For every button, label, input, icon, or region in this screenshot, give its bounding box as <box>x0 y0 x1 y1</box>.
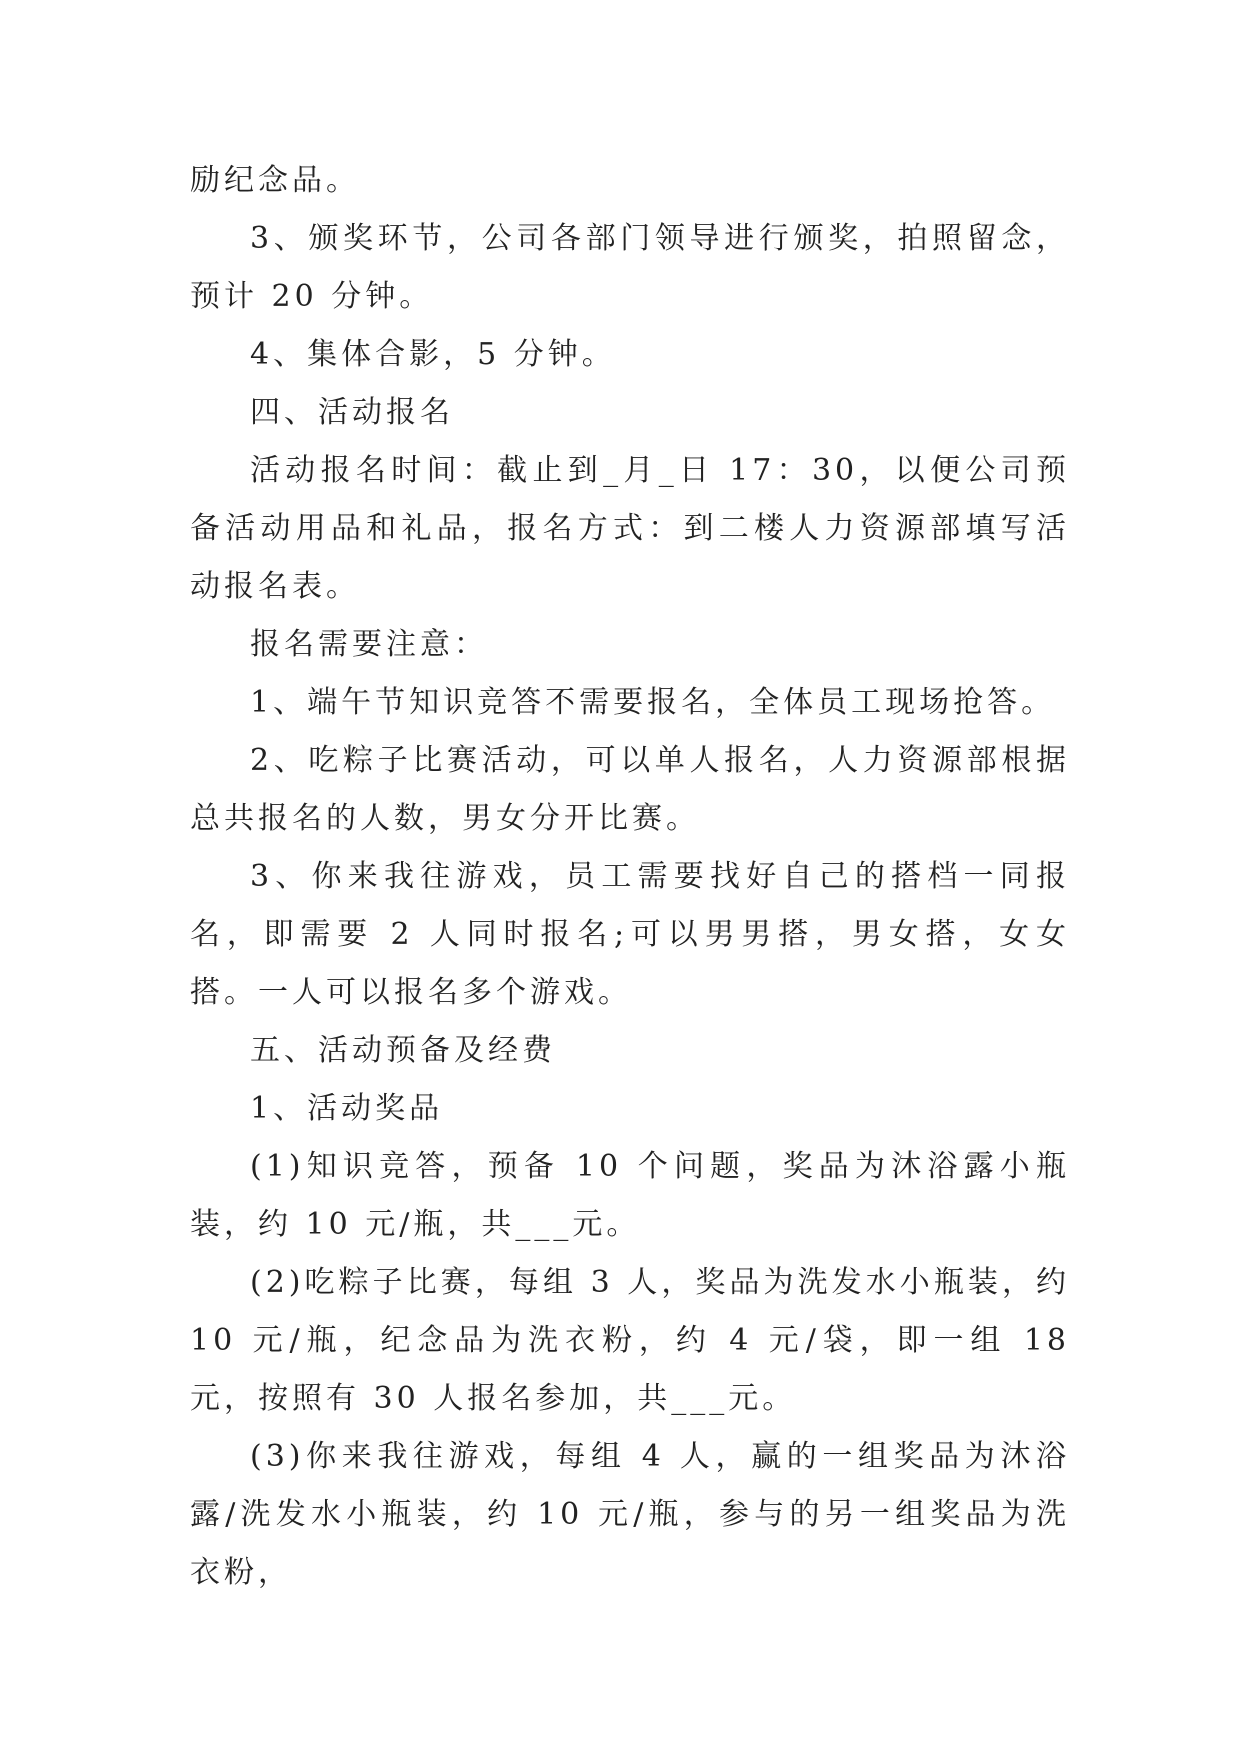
paragraph-6: 报名需要注意： <box>250 627 488 662</box>
paragraph-14: (3)你来我往游戏，每组 4 人，赢的一组奖品为沐浴露/洗发水小瓶装，约 10 元/瓶，参与的另一组奖品为洗衣粉， <box>190 1439 1070 1590</box>
paragraph-5: 活动报名时间：截止到_月_日 17：30，以便公司预备活动用品和礼品，报名方式：到二楼人力资源部填写活动报名表。 <box>190 453 1070 604</box>
section-heading-5: 五、活动预备及经费 <box>250 1033 556 1068</box>
paragraph-2: 3、颁奖环节，公司各部门领导进行颁奖，拍照留念，预计 20 分钟。 <box>190 221 1070 314</box>
paragraph-11: 1、活动奖品 <box>250 1091 444 1126</box>
paragraph-13: (2)吃粽子比赛，每组 3 人，奖品为洗发水小瓶装，约 10 元/瓶，纪念品为洗衣粉，约 4 元/袋，即一组 18 元，按照有 30 人报名参加，共___元。 <box>190 1265 1070 1416</box>
paragraph-1: 励纪念品。 <box>190 163 360 198</box>
paragraph-8: 2、吃粽子比赛活动，可以单人报名，人力资源部根据总共报名的人数，男女分开比赛。 <box>190 743 1070 836</box>
paragraph-12: (1)知识竞答，预备 10 个问题，奖品为沐浴露小瓶装，约 10 元/瓶，共___元。 <box>190 1149 1070 1242</box>
paragraph-9: 3、你来我往游戏，员工需要找好自己的搭档一同报名，即需要 2 人同时报名;可以男男搭，男女搭，女女搭。一人可以报名多个游戏。 <box>190 859 1070 1010</box>
section-heading-4: 四、活动报名 <box>250 395 454 430</box>
paragraph-7: 1、端午节知识竞答不需要报名，全体员工现场抢答。 <box>250 685 1056 720</box>
paragraph-3: 4、集体合影，5 分钟。 <box>250 337 616 372</box>
document-body <box>190 152 1070 1602</box>
